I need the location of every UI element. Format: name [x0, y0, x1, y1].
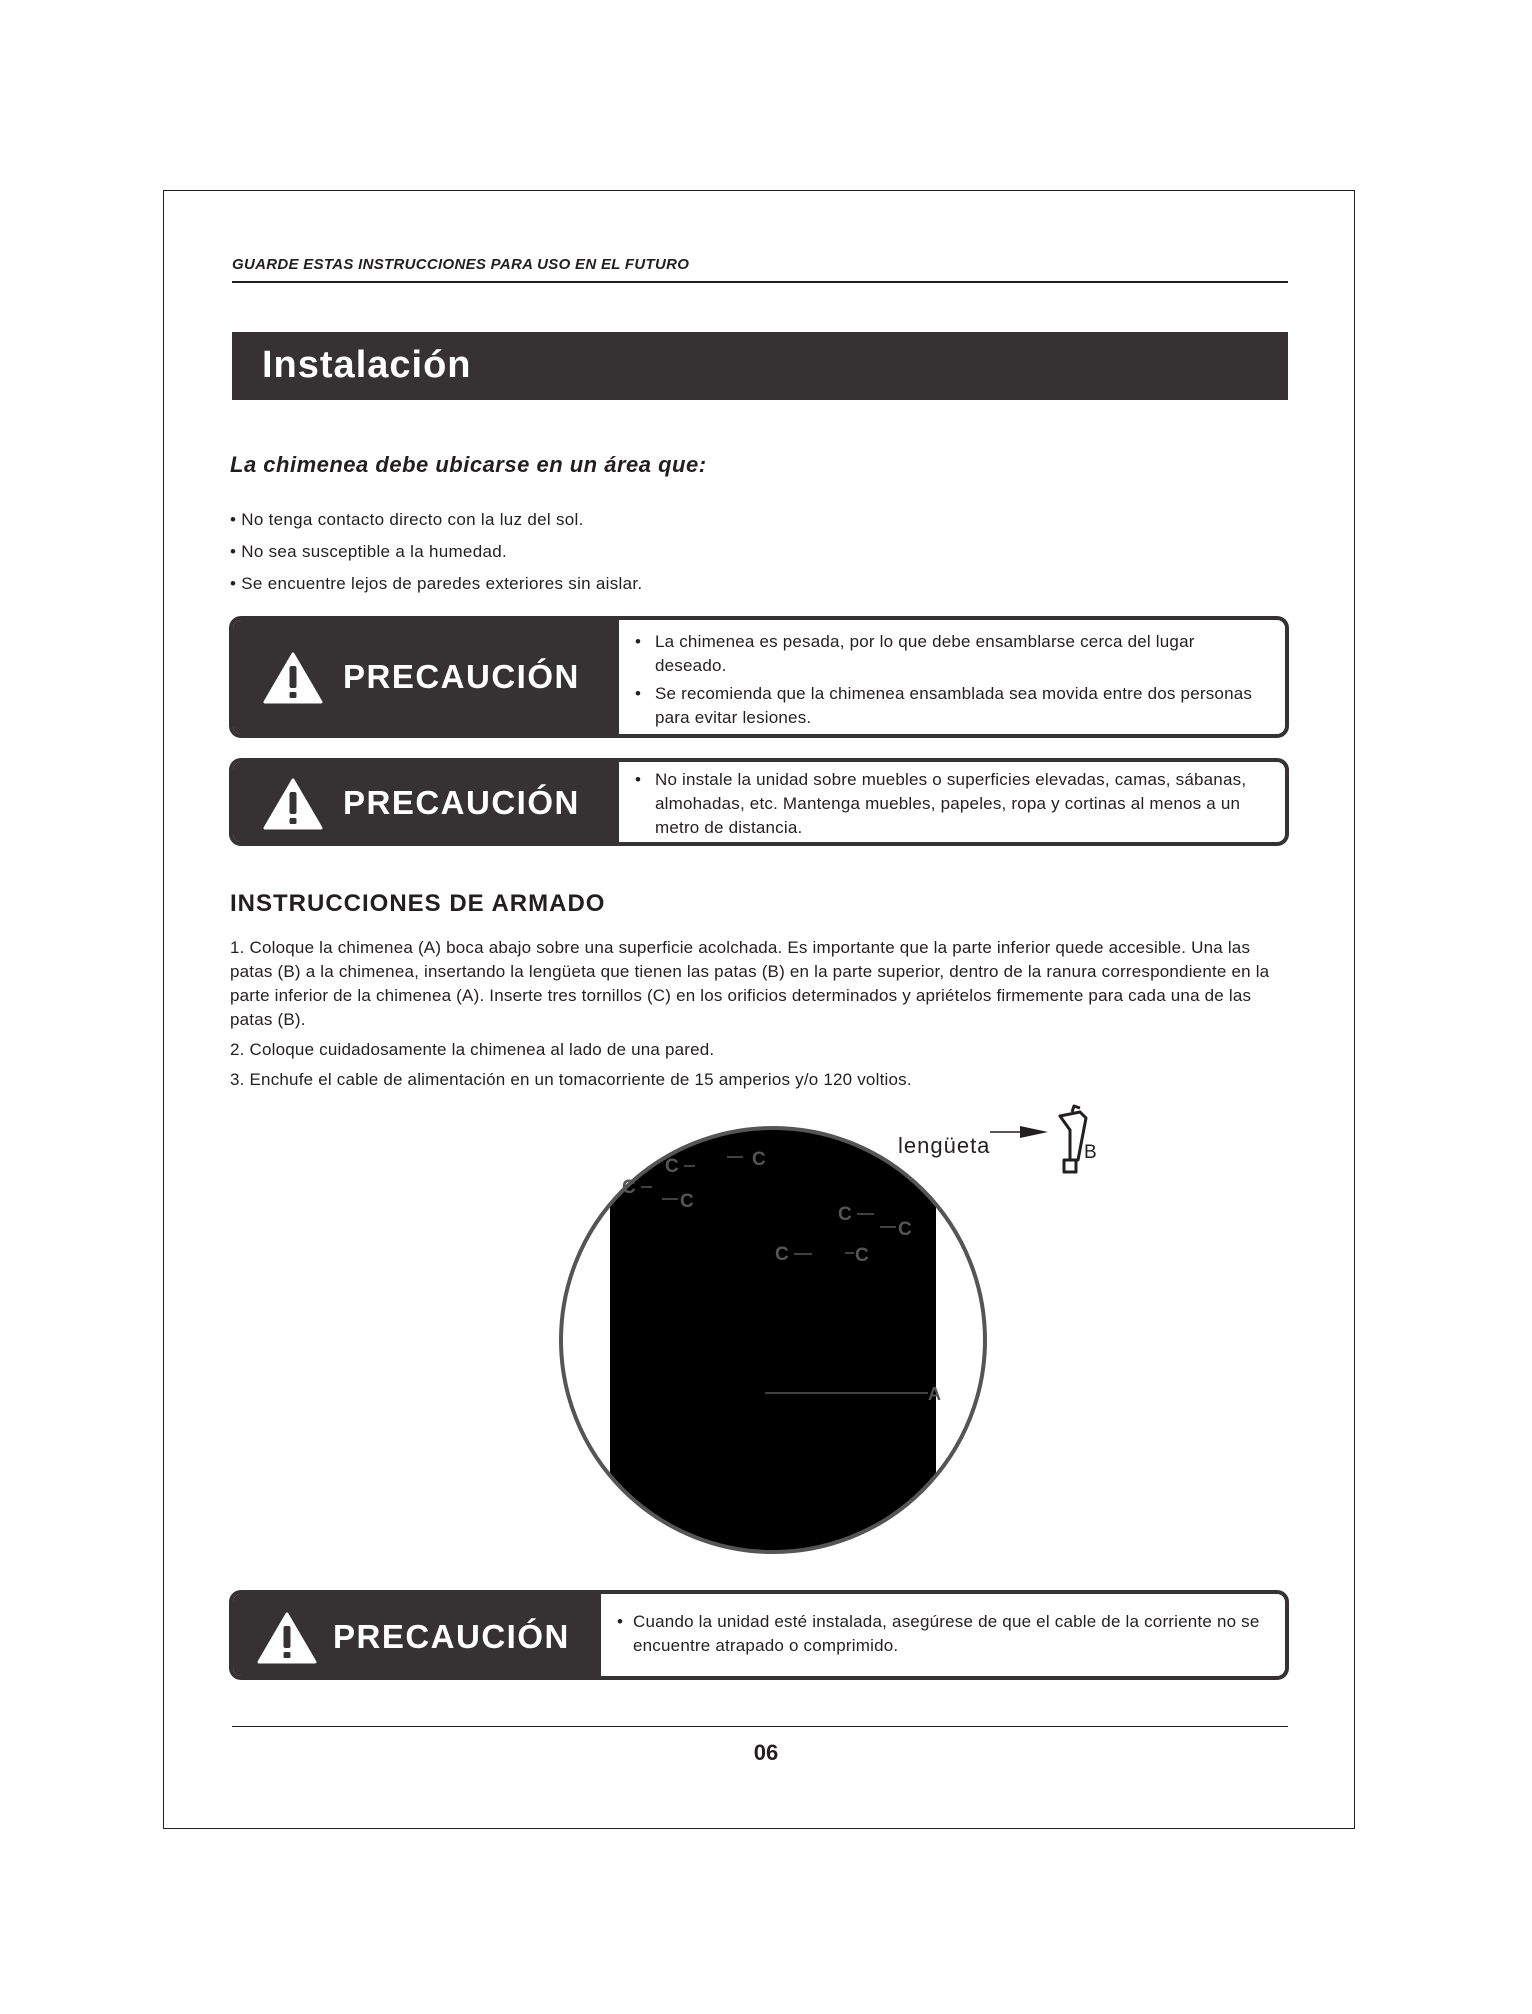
assembly-title: INSTRUCCIONES DE ARMADO	[230, 890, 606, 917]
assembly-diagram	[550, 1100, 1110, 1560]
footer-rule	[232, 1726, 1288, 1727]
caution-label	[233, 620, 619, 734]
warning-icon	[257, 1612, 317, 1664]
caution-text	[633, 768, 1263, 840]
location-bullet: • Se encuentre lejos de paredes exteriores sin aislar.	[230, 574, 643, 593]
caution-text	[633, 630, 1263, 730]
fireplace-body	[610, 1120, 936, 1560]
leg-label: B	[1084, 1142, 1097, 1163]
location-bullet: • No sea susceptible a la humedad.	[230, 542, 507, 561]
assembly-step: 2. Coloque cuidadosamente la chimenea al lado de una pared.	[230, 1040, 715, 1059]
fireplace-detail	[610, 1120, 936, 1560]
page-title: Instalación	[262, 344, 472, 386]
caution-box	[229, 616, 1289, 738]
caution-label	[233, 762, 619, 842]
caution-item: • No instale la unidad sobre muebles o superficies elevadas, camas, sábanas, almohadas, etc. Mantenga muebles, papeles, ropa y cortinas al menos a un metro de distancia.	[633, 768, 1263, 840]
screw-label: C	[680, 1191, 694, 1212]
location-subtitle: La chimenea debe ubicarse en un área que:	[230, 452, 707, 477]
location-bullets	[230, 504, 642, 600]
header-rule	[232, 281, 1288, 283]
screw-label: C	[838, 1204, 852, 1225]
caution-box	[229, 758, 1289, 846]
page-number: 06	[753, 1740, 779, 1765]
assembly-steps	[230, 936, 1290, 1098]
screw-label: C	[622, 1177, 636, 1198]
caution-word: PRECAUCIÓN	[343, 658, 580, 695]
location-bullet: • No tenga contacto directo con la luz del sol.	[230, 510, 584, 529]
page-header: GUARDE ESTAS INSTRUCCIONES PARA USO EN EL FUTURO	[232, 256, 690, 273]
leg-icon	[1060, 1106, 1086, 1172]
title-bar	[232, 332, 1288, 400]
caution-item: • Cuando la unidad esté instalada, asegúrese de que el cable de la corriente no se encuentre atrapado o comprimido.	[615, 1610, 1267, 1658]
assembly-step: 1. Coloque la chimenea (A) boca abajo sobre una superficie acolchada. Es importante que la parte inferior quede accesible. Una las patas (B) a la chimenea, insertando la lengüeta que tienen las patas (B) en la parte superior, dentro de la ranura correspondiente en la parte inferior de la chimenea (A). Inserte tres tornillos (C) en los orificios determinados y apriételos firmemente para cada una de las patas (B).	[230, 938, 1270, 1029]
tab-arrow-head	[1020, 1126, 1048, 1138]
caution-label	[233, 1594, 601, 1676]
assembly-step: 3. Enchufe el cable de alimentación en un tomacorriente de 15 amperios y/o 120 voltios.	[230, 1070, 912, 1089]
caution-item: • Se recomienda que la chimenea ensamblada sea movida entre dos personas para evitar lesiones.	[633, 682, 1263, 730]
caution-word: PRECAUCIÓN	[333, 1618, 570, 1655]
screw-label: C	[752, 1149, 766, 1170]
screw-label: C	[665, 1156, 679, 1177]
caution-box	[229, 1590, 1289, 1680]
caution-text	[615, 1610, 1267, 1658]
warning-icon	[263, 778, 323, 830]
caution-item: • La chimenea es pesada, por lo que debe ensamblarse cerca del lugar deseado.	[633, 630, 1263, 678]
caution-word: PRECAUCIÓN	[343, 784, 580, 821]
warning-icon	[263, 652, 323, 704]
screw-label: C	[898, 1219, 912, 1240]
tab-label: lengüeta	[898, 1133, 991, 1158]
screw-label: C	[855, 1245, 869, 1266]
fireplace-label: A	[928, 1384, 941, 1404]
screw-label: C	[775, 1244, 789, 1265]
